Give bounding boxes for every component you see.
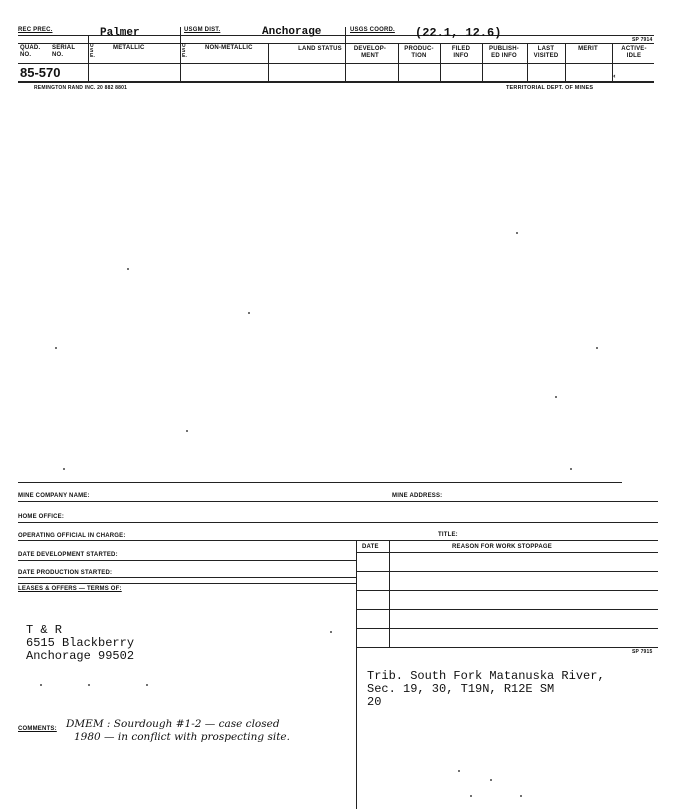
col-quad-no: QUAD. NO. [20,45,41,58]
printer-imprint: REMINGTON RAND INC. 20 882 8801 [34,85,128,91]
owner-address-block [26,624,134,663]
col-metallic: METALLIC [113,45,145,51]
col-use-nonmetallic: U S E. [182,43,188,59]
rec-prec-label: REC PREC. [18,27,53,33]
owner-line: T & R [26,623,63,637]
quad-serial-value: 85-570 [20,65,61,80]
col-serial-no: SERIAL NO. [52,45,76,58]
date-dev-started-label: DATE DEVELOPMENT STARTED: [18,552,118,558]
usgs-coord-value: (22.1, 12.6) [415,26,502,40]
location-line: Sec. 19, 30, T19N, R12E SM [367,682,555,696]
mine-company-name-label: MINE COMPANY NAME: [18,493,90,499]
col-filed-info: FILED INFO [451,46,471,59]
col-land-status: LAND STATUS [298,46,342,52]
reason-col-label: REASON FOR WORK STOPPAGE [452,544,552,550]
comment-line: DMEM : Sourdough #1-2 — case closed [66,718,280,730]
lower-form-number: SP 7915 [632,649,653,655]
date-col-label: DATE [362,544,379,550]
col-production: PRODUC- TION [404,46,434,59]
operating-official-label: OPERATING OFFICIAL IN CHARGE: [18,533,126,539]
form-number: SP 7914 [632,37,653,43]
home-office-label: HOME OFFICE: [18,514,65,520]
comments-block [66,718,290,744]
active-idle-mark-icon: ˓ [612,65,617,81]
usgs-dist-label: USGM DIST. [184,27,221,33]
owner-line: Anchorage 99502 [26,649,135,663]
col-development: DEVELOP- MENT [353,46,387,59]
col-published-info: PUBLISH- ED INFO [489,46,519,59]
rec-prec-value: Palmer [100,27,140,39]
location-line: Trib. South Fork Matanuska River, [367,669,605,683]
col-active-idle: ACTIVE- IDLE [621,46,647,59]
date-prod-started-label: DATE PRODUCTION STARTED: [18,570,113,576]
comment-line: 1980 — in conflict with prospecting site. [74,731,290,743]
col-non-metallic: NON-METALLIC [205,45,253,51]
title-label: TITLE: [438,532,458,538]
usgs-dist-value: Anchorage [262,26,322,38]
col-use-metallic: U S E. [90,43,96,59]
col-last-visited: LAST VISITED [533,46,559,59]
col-merit: MERIT [578,46,598,52]
location-line: 20 [367,695,382,709]
location-block [367,670,605,709]
owner-line: 6515 Blackberry [26,636,135,650]
department-imprint: TERRITORIAL DEPT. OF MINES [506,85,594,91]
leases-offers-label: LEASES & OFFERS — TERMS OF: [18,586,122,592]
mine-address-label: MINE ADDRESS: [392,493,443,499]
comments-label: COMMENTS: [18,726,57,732]
usgs-coord-label: USGS COORD. [350,27,395,33]
